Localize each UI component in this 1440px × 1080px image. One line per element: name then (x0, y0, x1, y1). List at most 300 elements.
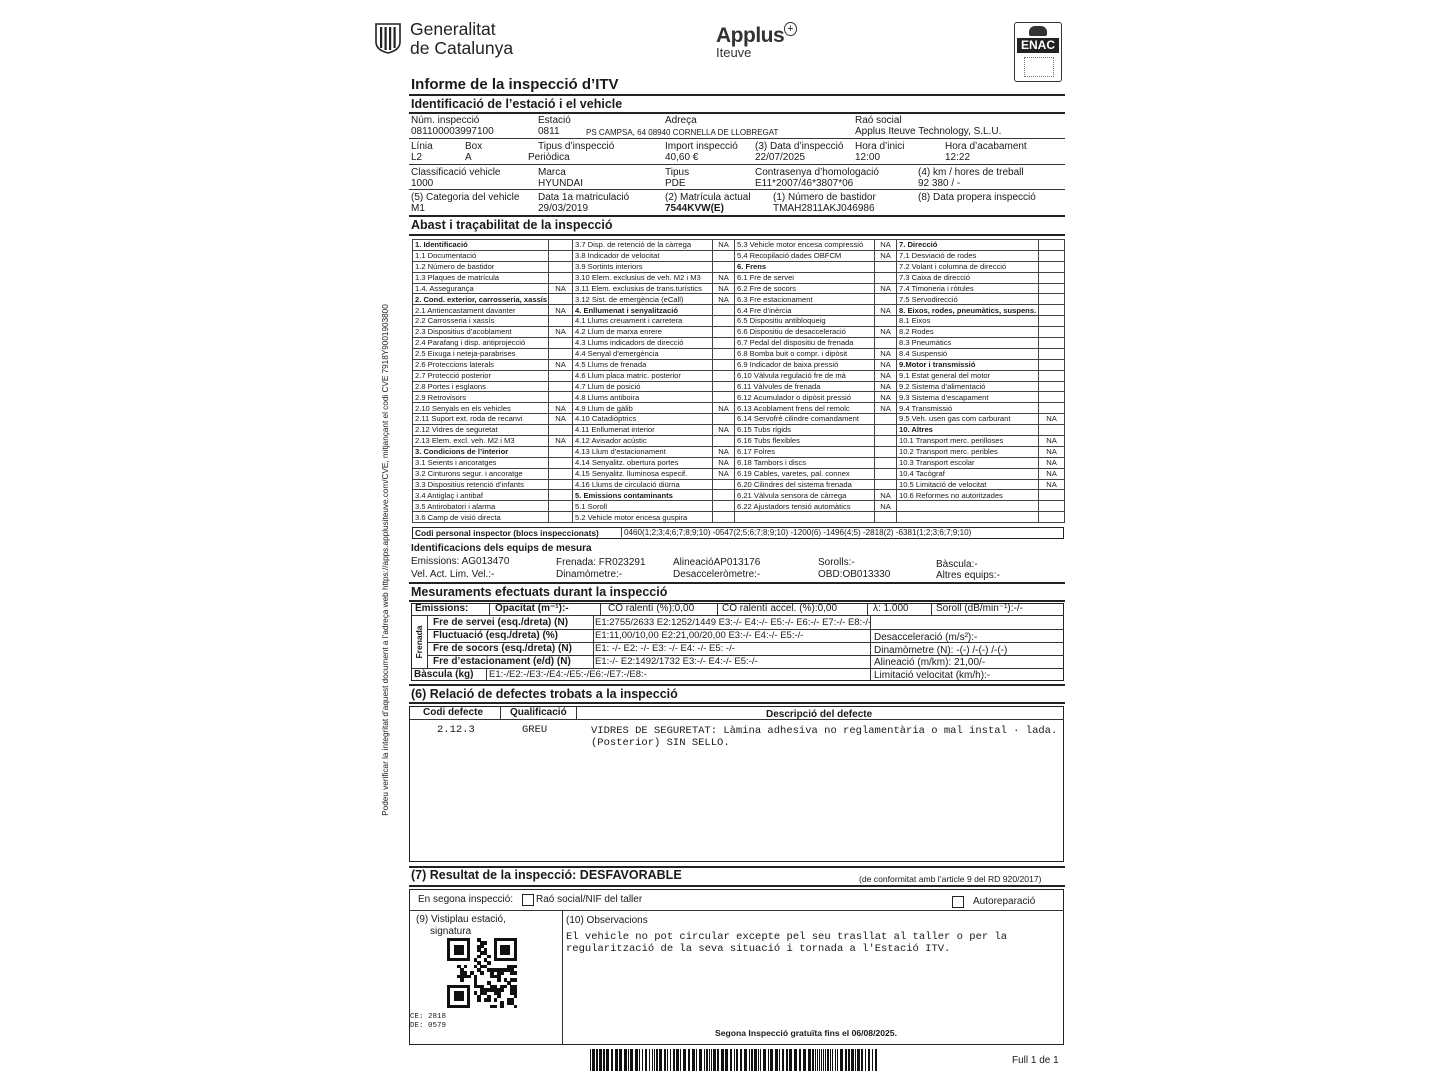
scope-item: 3.2 Cinturons segur. i ancoratge (413, 468, 549, 479)
scope-item: 2.2 Carrosseria i xassís (413, 316, 549, 327)
scope-item: 5.1 Soroll (573, 501, 713, 512)
scope-item-status (713, 414, 735, 425)
result-label: (7) Resultat de la inspecció: DESFAVORABLE (411, 868, 682, 882)
scope-item-status (1039, 338, 1065, 349)
segona-gratuita: Segona Inspecció gratuïta fins el 06/08/2025. (715, 1028, 897, 1038)
scope-item-status (549, 490, 573, 501)
codi-label: Codi personal inspector (blocs inspeccionats) (415, 528, 599, 538)
scope-item-status: NA (713, 457, 735, 468)
scope-item: 4.11 Enllumenat interior (573, 425, 713, 436)
equip-sorolls: Sorolls:- (818, 557, 855, 568)
co-ralenti-value: CO ralentí (%):0,00 (608, 603, 695, 614)
scope-item-status (713, 348, 735, 359)
scope-item-status (713, 436, 735, 447)
scope-item-status (549, 240, 573, 251)
observacions-line1: El vehicle no pot circular excepte pel seu trasllat al taller o per la (566, 931, 1008, 943)
data-label: (3) Data d’inspecció (755, 141, 844, 152)
scope-item-status (875, 261, 897, 272)
bast-value: TMAH2811AKJ046986 (773, 203, 875, 214)
data1-value: 29/03/2019 (538, 203, 589, 214)
scope-row (413, 348, 1065, 359)
scope-item-status (875, 446, 897, 457)
scope-item-status (549, 261, 573, 272)
autoreparacio-label: Autoreparació (973, 896, 1036, 907)
scope-item: 2.1 Antiencastament davanter (413, 305, 549, 316)
scope-item: 1.3 Plaques de matrícula (413, 272, 549, 283)
equip-emissions: Emissions: AG013470 (411, 556, 510, 567)
scope-item: 7.1 Desviació de rodes (897, 250, 1039, 261)
scope-item: 3.10 Elem. exclusius de veh. M2 i M3 (573, 272, 713, 283)
applus-wordmark: Applus (716, 24, 785, 47)
equip-alineacio: AlineacióAP013176 (673, 557, 761, 568)
hacab-label: Hora d’acabament (945, 141, 1027, 152)
scope-item: 4.15 Senyalitz. lluminosa especif. (573, 468, 713, 479)
scope-item: 8. Eixos, rodes, pneumàtics, suspens. (897, 305, 1039, 316)
lambda-value: λ: 1.000 (873, 603, 909, 614)
scope-item-status (875, 338, 897, 349)
scope-item-status: NA (549, 327, 573, 338)
scope-item-status: NA (875, 403, 897, 414)
scope-item: 3.7 Disp. de retenció de la càrrega (573, 240, 713, 251)
scope-item-status (713, 261, 735, 272)
scope-item: 7. Direcció (897, 240, 1039, 251)
scope-item-status: NA (875, 370, 897, 381)
scope-item-status (875, 294, 897, 305)
scope-item: 7.2 Volant i columna de direcció (897, 261, 1039, 272)
import-label: Import inspecció (665, 141, 738, 152)
scope-item: 4.3 Llums indicadors de direcció (573, 338, 713, 349)
scope-item: 10. Altres (897, 425, 1039, 436)
scope-item-status (549, 512, 573, 523)
scope-item: 2.12 Vidres de seguretat (413, 425, 549, 436)
estacio-value: 0811 (538, 126, 560, 137)
scope-item-status (549, 250, 573, 261)
scope-item-status (549, 316, 573, 327)
num-label: Núm. inspecció (411, 115, 480, 126)
hacab-value: 12:22 (945, 152, 971, 163)
generalitat-name (410, 20, 513, 58)
scope-item: 5.2 Vehicle motor encesa guspira (573, 512, 713, 523)
scope-item (897, 512, 1039, 523)
autoreparacio-checkbox[interactable] (952, 896, 964, 908)
scope-item: 9.Motor i transmissió (897, 359, 1039, 370)
defectes-section-title: (6) Relació de defectes trobats a la inspecció (411, 687, 678, 701)
scope-item: 6.21 Vàlvula sensora de càrrega (735, 490, 875, 501)
col-descripcio: Descripció del defecte (766, 709, 873, 720)
frenada-vertical-label: Frenada (414, 625, 424, 659)
equip-desaccel: Desacceleròmetre:- (673, 569, 761, 580)
scope-item: 2.7 Protecció posterior (413, 370, 549, 381)
scope-item: 3.6 Camp de visió directa (413, 512, 549, 523)
scope-item-status (713, 250, 735, 261)
page-count: Full 1 de 1 (1012, 1055, 1059, 1066)
scope-item-status (713, 316, 735, 327)
scope-item-status: NA (549, 403, 573, 414)
data-value: 22/07/2025 (755, 152, 806, 163)
scope-item: 6.8 Bomba buit o compr. i dipòsit (735, 348, 875, 359)
rao-label: Raó social (855, 115, 902, 126)
qr-code-icon (447, 938, 517, 1008)
equip-bascula: Bàscula:- (936, 559, 978, 570)
enac-seal-icon (1024, 57, 1054, 77)
scope-item: 10.3 Transport escolar (897, 457, 1039, 468)
km-value: 92 380 / - (918, 178, 961, 189)
scope-item: 6.14 Servofrè cilindre comandament (735, 414, 875, 425)
scope-item-status: NA (1039, 468, 1065, 479)
scope-item-status: NA (875, 250, 897, 261)
scope-item: 2.11 Suport ext. roda de recanvi (413, 414, 549, 425)
scope-item-status: NA (875, 359, 897, 370)
scope-item: 4.6 Llum placa matric. posterior (573, 370, 713, 381)
scope-item-status (875, 425, 897, 436)
scope-item: 6.10 Vàlvula regulació fre de mà (735, 370, 875, 381)
scope-item-status: NA (713, 294, 735, 305)
scope-item: 2.3 Dispositius d’acoblament (413, 327, 549, 338)
scope-row (413, 501, 1065, 512)
scope-item: 3.9 Sortints interiors (573, 261, 713, 272)
scope-item-status: NA (713, 425, 735, 436)
crown-icon (1029, 26, 1047, 36)
scope-item: 4.16 Llums de circulació diürna (573, 479, 713, 490)
cat-label: (5) Categoria del vehicle (411, 192, 520, 203)
scope-item: 6.4 Fre d’inèrcia (735, 305, 875, 316)
scope-item: 8.4 Suspensió (897, 348, 1039, 359)
inspection-scope-table (412, 239, 1065, 523)
tipus2-label: Tipus (665, 167, 690, 178)
scope-item: 6.7 Pedal del dispositiu de frenada (735, 338, 875, 349)
scope-item: 1.4. Assegurança (413, 283, 549, 294)
scope-item-status (549, 457, 573, 468)
scope-item-status: NA (875, 283, 897, 294)
box-value: A (465, 152, 472, 163)
scope-item: 5.4 Recopilació dades OBFCM (735, 250, 875, 261)
scope-row (413, 392, 1065, 403)
scope-item-status (875, 272, 897, 283)
scope-item-status: NA (875, 348, 897, 359)
scope-item-status: NA (1039, 479, 1065, 490)
scope-row (413, 359, 1065, 370)
defect-qualification: GREU (522, 724, 548, 736)
scope-item: 3. Condicions de l’interior (413, 446, 549, 457)
scope-item-status (713, 392, 735, 403)
scope-item: 2. Cond. exterior, carrosseria, xassís (413, 294, 549, 305)
scope-item-status (713, 381, 735, 392)
col-codi-defecte: Codi defecte (423, 707, 484, 718)
scope-row (413, 370, 1065, 381)
co-accel-value: CO ralentí accel. (%):0,00 (722, 603, 838, 614)
scope-item-status: NA (713, 240, 735, 251)
adreca-value: PS CAMPSA, 64 08940 CORNELLA DE LLOBREGAT (586, 128, 779, 137)
scope-item-status (713, 501, 735, 512)
scope-item: 10.2 Transport merc. peribles (897, 446, 1039, 457)
scope-item-status: NA (713, 272, 735, 283)
scope-row (413, 240, 1065, 251)
scope-item-status (713, 490, 735, 501)
scope-item: 10.6 Reformes no autoritzades (897, 490, 1039, 501)
applus-plus-icon: + (784, 22, 796, 36)
barcode-icon (590, 1049, 880, 1071)
scope-row (413, 414, 1065, 425)
defect-code: 2.12.3 (437, 724, 475, 736)
scope-item-status (1039, 327, 1065, 338)
scope-item: 4.10 Catadiòptrics (573, 414, 713, 425)
scope-item-status (875, 512, 897, 523)
scope-item-status (549, 392, 573, 403)
scope-item-status (713, 359, 735, 370)
scope-item: 8.2 Rodes (897, 327, 1039, 338)
scope-item: 4.2 Llum de marxa enrere (573, 327, 713, 338)
matr-value: 7544KVW(E) (665, 203, 724, 214)
scope-item-status: NA (875, 501, 897, 512)
equip-dinamometre: Dinamòmetre:- (556, 569, 623, 580)
verification-side-text: Podeu verificar la integritat d’aquest document a l’adreça web https://apps.applusiteuve.com/CVE, mitjançant el codi CVE 7918Y9001903800 (381, 304, 390, 816)
scope-row (413, 403, 1065, 414)
rao-value: Applus Iteuve Technology, S.L.U. (855, 126, 1002, 137)
scope-row (413, 261, 1065, 272)
scope-item-status: NA (1039, 436, 1065, 447)
scope-row (413, 457, 1065, 468)
scope-item: 4.14 Senyalitz. obertura portes (573, 457, 713, 468)
scope-item-status (549, 446, 573, 457)
scope-row (413, 338, 1065, 349)
scope-item-status: NA (875, 327, 897, 338)
scope-item-status (1039, 283, 1065, 294)
classif-value: 1000 (411, 178, 434, 189)
ident-section-title: Identificació de l’estació i el vehicle (411, 97, 623, 111)
scope-item-status (549, 338, 573, 349)
scope-item: 1. Identificació (413, 240, 549, 251)
equip-velact: Vel. Act. Lim. Vel.:- (411, 569, 495, 580)
scope-row (413, 283, 1065, 294)
scope-item-status: NA (549, 414, 573, 425)
fre-socors-label: Fre de socors (esq./dreta) (N) (433, 643, 572, 654)
scope-item-status (713, 479, 735, 490)
cat-value: M1 (411, 203, 425, 214)
scope-item: 6.17 Folres (735, 446, 875, 457)
scope-item-status: NA (713, 468, 735, 479)
scope-item: 2.10 Senyals en els vehicles (413, 403, 549, 414)
linia-label: Línia (411, 141, 433, 152)
scope-item-status (549, 348, 573, 359)
emissions-label: Emissions: (415, 603, 469, 614)
scope-item: 4.13 Llum d’estacionament (573, 446, 713, 457)
scope-item-status (875, 479, 897, 490)
fre-estacionament-label: Fre d’estacionament (e/d) (N) (433, 656, 571, 667)
scope-item-status: NA (713, 403, 735, 414)
generalitat-line1: Generalitat (410, 19, 496, 39)
scope-item-status (549, 294, 573, 305)
fre-socors-value: E1: -/- E2: -/- E3: -/- E4: -/- E5: -/- (595, 643, 735, 654)
scope-row (413, 446, 1065, 457)
defect-description-line1: VIDRES DE SEGURETAT: Làmina adhesiva no reglamentària o mal instal · lada. (591, 725, 1058, 737)
scope-item: 6.18 Tambors i discs (735, 457, 875, 468)
equip-obd: OBD:OB013330 (818, 569, 891, 580)
de-code: DE: 0579 (410, 1022, 447, 1030)
scope-row (413, 381, 1065, 392)
scope-item-status (1039, 370, 1065, 381)
scope-item-status (1039, 316, 1065, 327)
scope-item: 5.3 Vehicle motor encesa compressió (735, 240, 875, 251)
km-label: (4) km / hores de treball (918, 167, 1024, 178)
scope-item: 2.6 Proteccions laterals (413, 359, 549, 370)
scope-row (413, 425, 1065, 436)
fre-servei-label: Fre de servei (esq./dreta) (N) (433, 617, 569, 628)
scope-item-status (1039, 250, 1065, 261)
dinamometre-value: Dinamòmetre (N): -(-) /-(-) /-(-) (874, 645, 1008, 656)
contra-label: Contrasenya d’homologació (755, 167, 879, 178)
scope-item-status: NA (875, 392, 897, 403)
scope-row (413, 316, 1065, 327)
scope-item-status: NA (549, 283, 573, 294)
scope-item-status (1039, 348, 1065, 359)
bast-label: (1) Número de bastidor (773, 192, 876, 203)
scope-item-status (1039, 425, 1065, 436)
scope-row (413, 272, 1065, 283)
scope-item-status (1039, 294, 1065, 305)
scope-item: 3.4 Antiglaç i antibaf (413, 490, 549, 501)
applus-logo (716, 24, 797, 60)
enac-logo (1014, 22, 1062, 82)
data1-label: Data 1a matriculació (538, 192, 630, 203)
soroll-value: Soroll (dB/min⁻¹):-/- (936, 603, 1023, 614)
scope-item: 6.1 Fre de servei (735, 272, 875, 283)
applus-sub: Iteuve (716, 45, 752, 60)
scope-item: 3.11 Elem. exclusius de trans.turístics (573, 283, 713, 294)
scope-item: 8.1 Eixos (897, 316, 1039, 327)
scope-item: 6.15 Tubs rígids (735, 425, 875, 436)
scope-item: 3.5 Antirobatori i alarma (413, 501, 549, 512)
scope-item: 6.19 Cables, varetes, pal. connex (735, 468, 875, 479)
scope-item-status (713, 512, 735, 523)
scope-item: 9.5 Veh. usen gas com carburant (897, 414, 1039, 425)
scope-item: 9.3 Sistema d’escapament (897, 392, 1039, 403)
scope-item: 6.22 Ajustadors tensió automàtics (735, 501, 875, 512)
tipus-label: Tipus d’inspecció (538, 141, 615, 152)
generalitat-line2: de Catalunya (410, 38, 514, 58)
enac-label: ENAC (1017, 38, 1059, 53)
scope-item: 4.1 Llums creuament i carretera (573, 316, 713, 327)
scope-item-status (1039, 512, 1065, 523)
fre-estacionament-value: E1:-/- E2:1492/1732 E3:-/- E4:-/- E5:-/- (595, 656, 758, 667)
alineacio-value: Alineació (m/km): 21,00/- (874, 657, 986, 668)
scope-row (413, 327, 1065, 338)
scope-item-status (1039, 272, 1065, 283)
scope-item-status: NA (875, 490, 897, 501)
scope-item (897, 501, 1039, 512)
scope-item: 10.5 Limitació de velocitat (897, 479, 1039, 490)
scope-item: 3.12 Sist. de emergència (eCall) (573, 294, 713, 305)
ce-code: CE: 2818 (410, 1013, 447, 1021)
vistiplau-line2: signatura (430, 926, 472, 937)
fluctuacio-value: E1:11,00/10,00 E2:21,00/20,00 E3:-/- E4:-/- E5:-/- (595, 630, 804, 641)
scope-item: 10.1 Transport merc. perilloses (897, 436, 1039, 447)
bascula-value: E1:-/E2:-/E3:-/E4:-/E5:-/E6:-/E7:-/E8:- (489, 669, 647, 680)
scope-item: 4.12 Avisador acústic (573, 436, 713, 447)
scope-item: 3.1 Seients i ancoratges (413, 457, 549, 468)
equip-frenada: Frenada: FR023291 (556, 557, 646, 568)
marca-label: Marca (538, 167, 566, 178)
mesuraments-section-title: Mesuraments efectuats durant la inspecció (411, 585, 668, 599)
scope-item: 6.3 Fre estacionament (735, 294, 875, 305)
scope-item-status (875, 436, 897, 447)
report-title: Informe de la inspecció d’ITV (411, 76, 619, 93)
vistiplau-line1: (9) Vistiplau estació, (416, 914, 506, 925)
scope-item: 9.4 Transmissió (897, 403, 1039, 414)
scope-item-status (875, 457, 897, 468)
scope-item: 4.9 Llum de gàlib (573, 403, 713, 414)
scope-item: 8.3 Pneumàtics (897, 338, 1039, 349)
scope-item: 5. Emissions contaminants (573, 490, 713, 501)
hinici-value: 12:00 (855, 152, 881, 163)
scope-row (413, 468, 1065, 479)
scope-item: 4.5 Llums de frenada (573, 359, 713, 370)
scope-row (413, 294, 1065, 305)
scope-item-status (713, 327, 735, 338)
limitacio-value: Limitació velocitat (km/h):- (874, 670, 991, 681)
estacio-label: Estació (538, 115, 571, 126)
scope-item-status (875, 468, 897, 479)
scope-item (735, 512, 875, 523)
scope-item: 6.16 Tubs flexibles (735, 436, 875, 447)
scope-item-status (549, 501, 573, 512)
matr-label: (2) Matrícula actual (665, 192, 751, 203)
linia-value: L2 (411, 152, 423, 163)
scope-item-status (1039, 305, 1065, 316)
box-label: Box (465, 141, 483, 152)
rao-taller-label: Raó social/NIF del taller (536, 894, 643, 905)
classif-label: Classificació vehicle (411, 167, 501, 178)
scope-item: 2.5 Eixuga i neteja-parabrises (413, 348, 549, 359)
scope-item-status (549, 479, 573, 490)
observacions-line2: regularització de la seva situació i tornada a l'Estació ITV. (566, 943, 951, 955)
scope-item: 4. Enllumenat i senyalització (573, 305, 713, 316)
rao-taller-checkbox[interactable] (522, 894, 534, 906)
scope-item-status: NA (713, 283, 735, 294)
scope-item: 3.3 Dispositius retenció d’infants (413, 479, 549, 490)
scope-item: 4.7 Llum de posició (573, 381, 713, 392)
scope-item-status (1039, 261, 1065, 272)
scope-item-status (1039, 359, 1065, 370)
scope-item: 6.9 Indicador de baixa pressió (735, 359, 875, 370)
defect-description-line2: (Posterior) SIN SELLO. (591, 737, 730, 749)
scope-item-status (713, 338, 735, 349)
scope-item: 6.2 Fre de socors (735, 283, 875, 294)
emissions-row (411, 603, 1064, 616)
scope-item-status (549, 272, 573, 283)
scope-item-status: NA (875, 305, 897, 316)
adreca-label: Adreça (665, 115, 697, 126)
scope-item: 3.8 Indicador de velocitat (573, 250, 713, 261)
scope-item-status (1039, 381, 1065, 392)
scope-item: 4.8 Llums antiboira (573, 392, 713, 403)
scope-item-status (549, 468, 573, 479)
scope-item-status (1039, 240, 1065, 251)
bascula-label: Bàscula (kg) (414, 669, 474, 680)
scope-item: 2.8 Portes i esglaons (413, 381, 549, 392)
scope-row (413, 250, 1065, 261)
scope-item-status: NA (875, 240, 897, 251)
scope-item: 7.4 Timoneria i ròtules (897, 283, 1039, 294)
fre-servei-value: E1:2755/2633 E2:1252/1449 E3:-/- E4:-/- E5:-/- E6:-/- E7:-/- E8:-/- (595, 617, 872, 628)
marca-value: HYUNDAI (538, 178, 584, 189)
scope-item-status: NA (549, 436, 573, 447)
scope-item: 1.1 Documentació (413, 250, 549, 261)
scope-item-status (713, 370, 735, 381)
codi-value: 0460(1;2;3;4;6;7;8;9;10) -0547(2;5;6;7;8;9;10) -1200(6) -1496(4;5) -2818(2) -6381(1;2;3;6;7;9;10) (621, 528, 971, 537)
codi-inspector-row (412, 527, 1064, 539)
scope-item-status (1039, 501, 1065, 512)
scope-item-status (1039, 490, 1065, 501)
